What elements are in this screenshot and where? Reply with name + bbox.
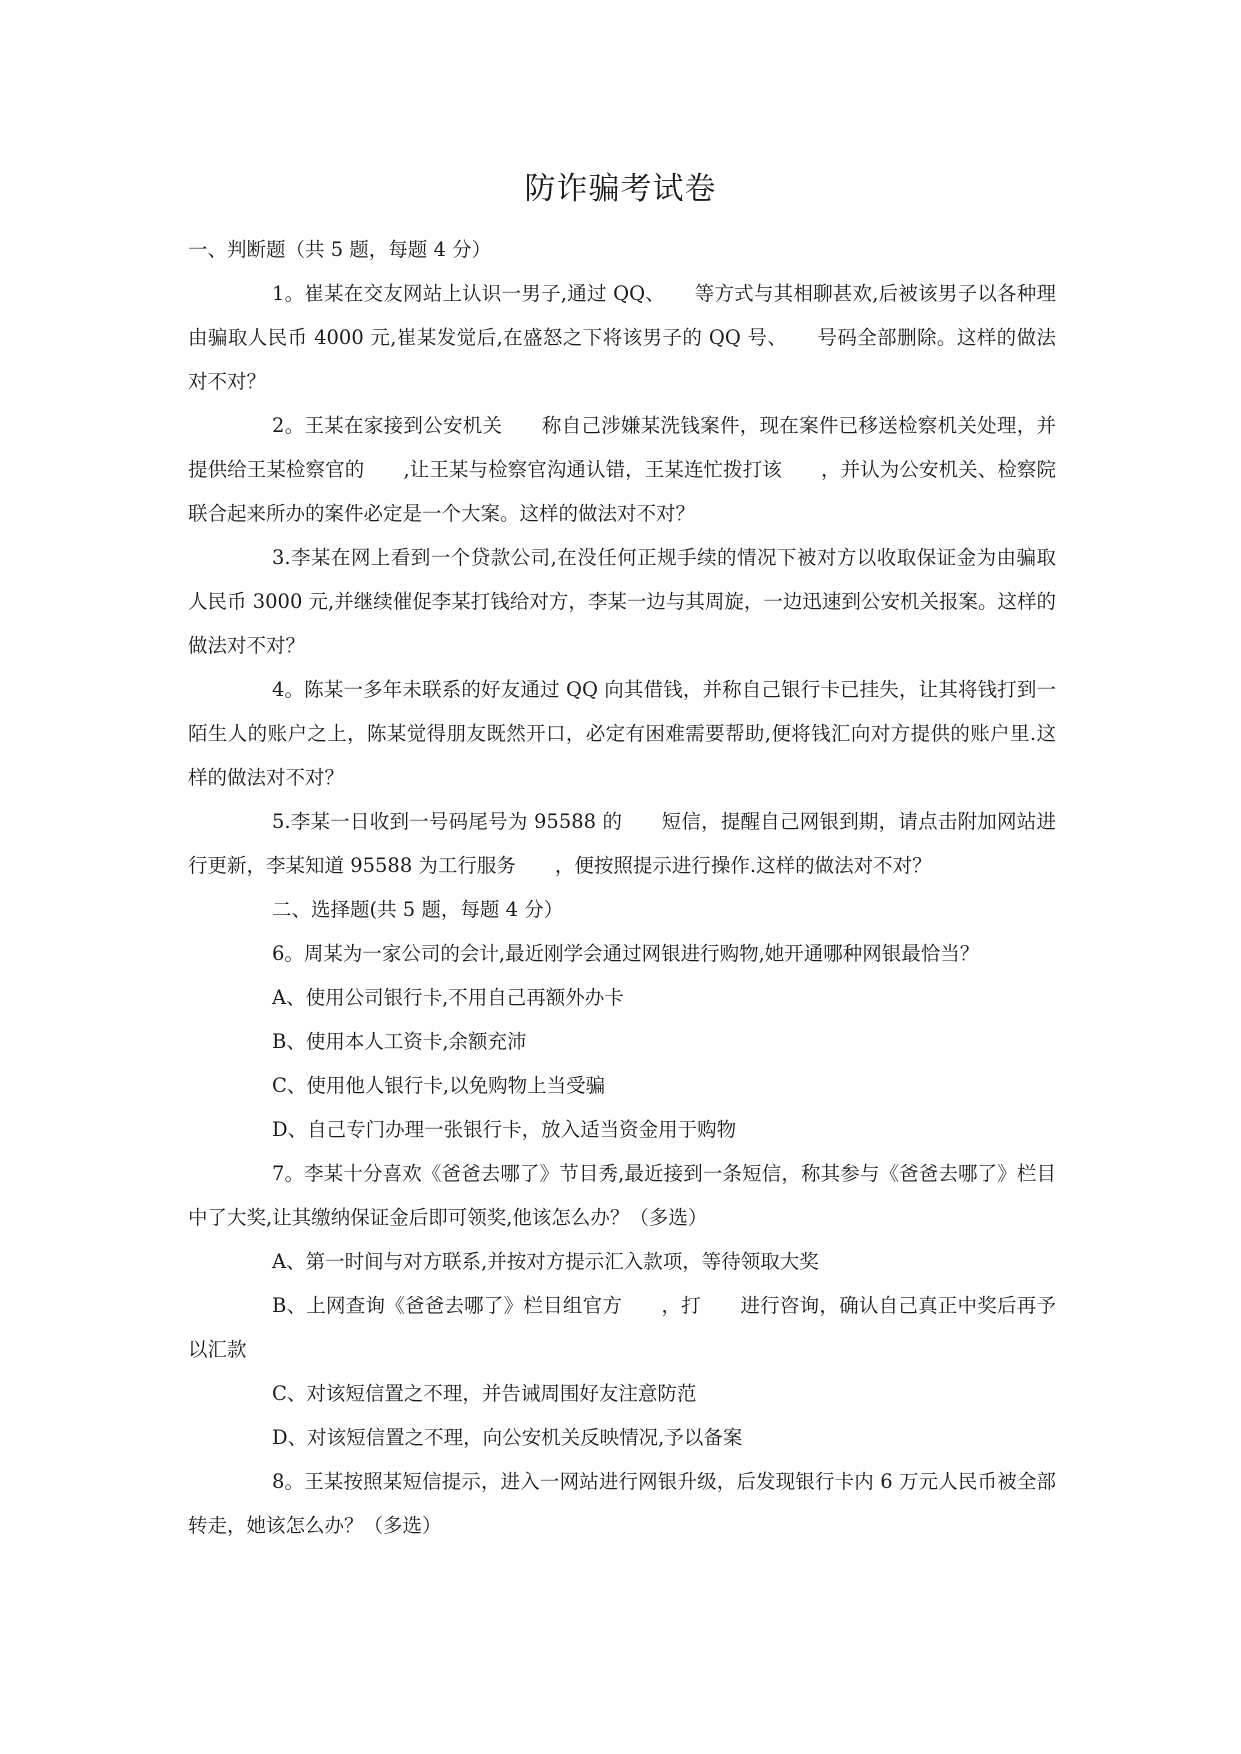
question-2: 2。王某在家接到公安机关 称自己涉嫌某洗钱案件，现在案件已移送检察机关处理，并提供给王某检察官的 ,让王某与检察官沟通认错，王某连忙拨打该 ，并认为公安机关、检察院联合起来所办的案件必定是一个大案。这样的做法对不对？: [188, 414, 1056, 525]
page-title: 防诈骗考试卷: [524, 171, 717, 207]
question-1: 1。崔某在交友网站上认识一男子,通过 QQ、 等方式与其相聊甚欢,后被该男子以各种理由骗取人民币 4000 元,崔某发觉后,在盛怒之下将该男子的 QQ 号、 号码全部删除。这样的做法对不对？: [188, 282, 1056, 393]
question-6-option-c: C、使用他人银行卡,以免购物上当受骗: [272, 1074, 606, 1097]
question-6-option-b: B、使用本人工资卡,余额充沛: [272, 1030, 527, 1053]
question-6-option-d: D、自己专门办理一张银行卡，放入适当资金用于购物: [272, 1118, 737, 1141]
question-6-option-a: A、使用公司银行卡,不用自己再额外办卡: [272, 986, 624, 1009]
question-7-option-b: B、上网查询《爸爸去哪了》栏目组官方 ，打 进行咨询，确认自己真正中奖后再予以汇款: [188, 1294, 1056, 1361]
section-heading-multiple-choice: 二、选择题(共 5 题，每题 4 分）: [272, 898, 564, 921]
question-6: 6。周某为一家公司的会计,最近刚学会通过网银进行购物,她开通哪种网银最恰当？: [272, 942, 980, 965]
question-7-option-d: D、对该短信置之不理，向公安机关反映情况,予以备案: [272, 1426, 743, 1449]
question-7-option-a: A、第一时间与对方联系,并按对方提示汇入款项，等待领取大奖: [272, 1250, 819, 1273]
exam-content: [188, 228, 1056, 1548]
question-7: 7。李某十分喜欢《爸爸去哪了》节目秀,最近接到一条短信，称其参与《爸爸去哪了》栏目中了大奖,让其缴纳保证金后即可领奖,他该怎么办？（多选）: [188, 1162, 1056, 1229]
question-8: 8。王某按照某短信提示，进入一网站进行网银升级，后发现银行卡内 6 万元人民币被全部转走，她该怎么办？（多选）: [188, 1470, 1056, 1537]
question-7-option-c: C、对该短信置之不理，并告诫周围好友注意防范: [272, 1382, 697, 1405]
question-4: 4。陈某一多年未联系的好友通过 QQ 向其借钱，并称自己银行卡已挂失，让其将钱打到一陌生人的账户之上，陈某觉得朋友既然开口，必定有困难需要帮助,便将钱汇向对方提供的账户里.这样的做法对不对？: [188, 678, 1056, 789]
question-5: 5.李某一日收到一号码尾号为 95588 的 短信，提醒自己网银到期，请点击附加网站进行更新，李某知道 95588 为工行服务 ，便按照提示进行操作.这样的做法对不对？: [188, 810, 1056, 877]
question-3: 3.李某在网上看到一个贷款公司,在没任何正规手续的情况下被对方以收取保证金为由骗取人民币 3000 元,并继续催促李某打钱给对方，李某一边与其周旋，一边迅速到公安机关报案。这样的做法对不对？: [188, 546, 1056, 657]
section-heading-true-false: 一、判断题（共 5 题，每题 4 分）: [188, 238, 492, 261]
